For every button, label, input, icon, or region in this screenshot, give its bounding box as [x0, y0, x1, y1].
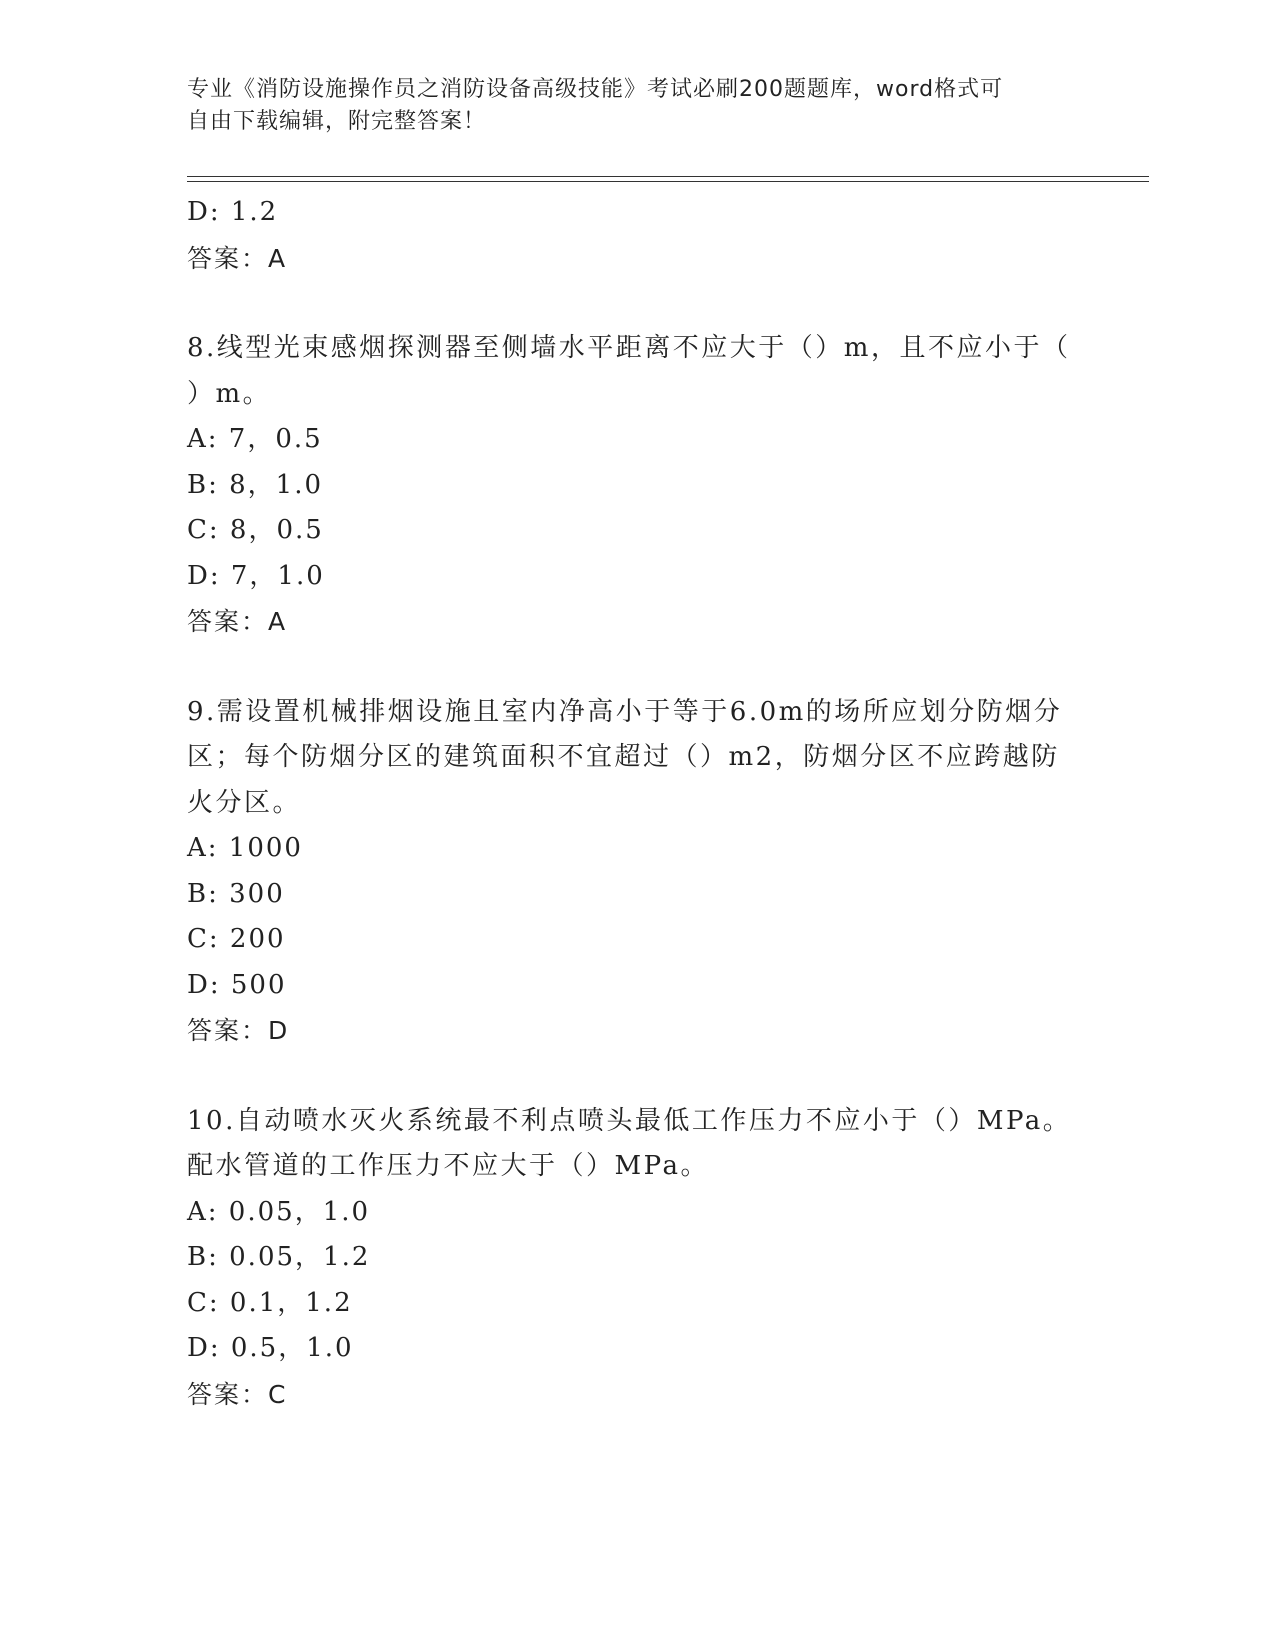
- question-8-option-c: C: 8，0.5: [187, 515, 324, 545]
- question-10-option-c: C: 0.1，1.2: [187, 1287, 353, 1318]
- question-10-option-b: B: 0.05，1.2: [187, 1242, 371, 1272]
- question-9-option-c: C: 200: [187, 924, 286, 954]
- prev-answer: 答案：A: [187, 243, 288, 273]
- question-10: [187, 1099, 1087, 1418]
- header-line-1: 专业《消防设施操作员之消防设备高级技能》考试必刷200题题库，word格式可: [187, 77, 1004, 102]
- question-9: [187, 690, 1087, 1054]
- header-divider-bottom: [187, 181, 1149, 182]
- question-9-option-a: A: 1000: [187, 833, 303, 863]
- spacer: [187, 281, 1087, 326]
- question-10-text-line-2: 配水管道的工作压力不应大于（）MPa。: [187, 1151, 709, 1181]
- spacer: [187, 1054, 1087, 1099]
- question-10-option-a: A: 0.05，1.0: [187, 1196, 371, 1227]
- question-10-answer: 答案：C: [187, 1379, 288, 1409]
- question-8-text-line-2: ）m。: [187, 378, 272, 409]
- header-line-2: 自由下载编辑，附完整答案！: [187, 109, 487, 134]
- question-10-text-line-1: 10.自动喷水灭火系统最不利点喷头最低工作压力不应小于（）MPa。: [187, 1105, 1072, 1136]
- question-content: [187, 190, 1087, 1417]
- question-8-option-a: A: 7，0.5: [187, 424, 323, 454]
- question-8-option-b: B: 8，1.0: [187, 469, 324, 500]
- question-9-option-b: B: 300: [187, 878, 285, 909]
- question-8-option-d: D: 7，1.0: [187, 560, 325, 591]
- question-9-text-line-3: 火分区。: [187, 787, 302, 818]
- page-header: [187, 74, 1067, 138]
- question-8-answer: 答案：A: [187, 607, 288, 636]
- prev-option-d: D: 1.2: [187, 197, 279, 227]
- question-9-text-line-1: 9.需设置机械排烟设施且室内净高小于等于6.0m的场所应划分防烟分: [187, 696, 1063, 727]
- spacer: [187, 645, 1087, 690]
- question-9-text-line-2: 区；每个防烟分区的建筑面积不宜超过（）m2，防烟分区不应跨越防: [187, 742, 1060, 772]
- question-8-text-line-1: 8.线型光束感烟探测器至侧墙水平距离不应大于（）m，且不应小于（: [187, 333, 1071, 363]
- question-8: [187, 326, 1087, 645]
- question-9-answer: 答案：D: [187, 1016, 290, 1045]
- header-divider-top: [187, 176, 1149, 177]
- question-10-option-d: D: 0.5，1.0: [187, 1333, 354, 1363]
- question-9-option-d: D: 500: [187, 969, 287, 1000]
